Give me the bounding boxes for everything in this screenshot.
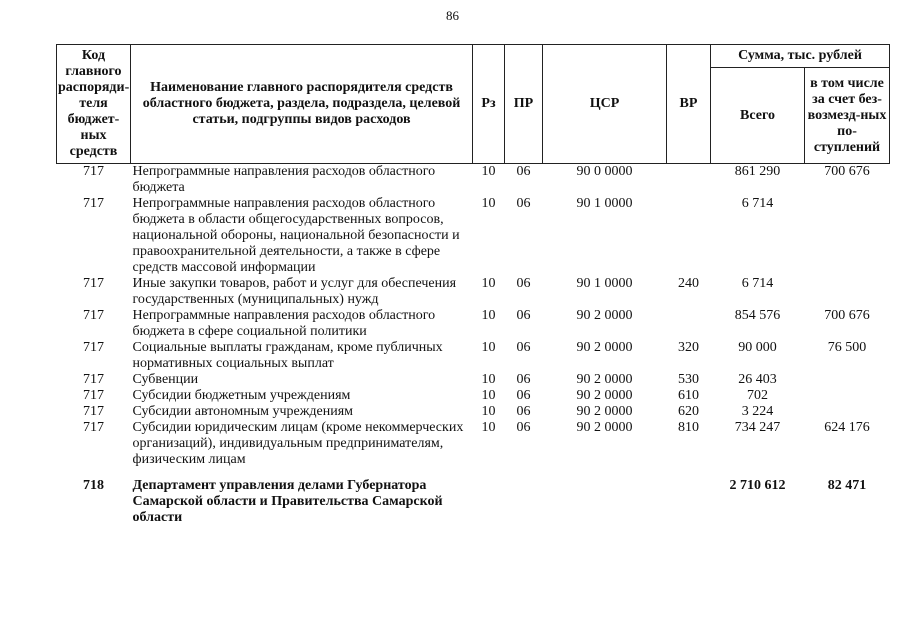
cell-rz	[473, 468, 505, 526]
header-pr: ПР	[505, 45, 543, 164]
table-row	[57, 404, 890, 420]
cell-rz: 10	[481, 404, 496, 419]
cell-vr	[667, 196, 711, 276]
header-grants: в том числе за счет без-возмезд-ных по-ступлений	[805, 68, 890, 164]
table-row	[57, 388, 890, 404]
cell-csr: 90 2 0000	[576, 372, 633, 387]
cell-code: 717	[83, 372, 104, 387]
cell-grants	[805, 388, 890, 404]
cell-grants	[805, 372, 890, 388]
cell-name: Субсидии бюджетным учреждениям	[132, 388, 351, 403]
cell-code: 717	[83, 340, 104, 355]
cell-csr: 90 2 0000	[576, 308, 633, 323]
cell-total: 2 710 612	[729, 478, 786, 493]
cell-csr: 90 2 0000	[576, 404, 633, 419]
cell-rz: 10	[481, 340, 496, 355]
header-name: Наименование главного распорядителя средств областного бюджета, раздела, подраздела, целевой статьи, подгруппы видов расходов	[131, 45, 473, 164]
cell-grants: 700 676	[824, 164, 870, 179]
cell-pr: 06	[516, 276, 531, 291]
cell-csr: 90 0 0000	[576, 164, 633, 179]
cell-grants: 700 676	[824, 308, 870, 323]
cell-name: Непрограммные направления расходов областного бюджета в области общегосударственных вопросов, национальной обороны, национальной безопасности и правоохранительной деятельности, а также в сфере средств массовой информации	[132, 196, 460, 275]
cell-vr: 620	[678, 404, 699, 419]
cell-total: 3 224	[741, 404, 774, 419]
header-code: Код главного распоряди-теля бюджет-ных средств	[57, 45, 131, 164]
cell-total: 734 247	[734, 420, 781, 435]
budget-table	[56, 44, 890, 526]
cell-total: 90 000	[738, 340, 777, 355]
cell-total: 861 290	[734, 164, 781, 179]
cell-total: 6 714	[741, 196, 774, 211]
header-total: Всего	[711, 68, 805, 164]
cell-pr	[505, 468, 543, 526]
cell-pr: 06	[516, 420, 531, 435]
cell-vr: 240	[678, 276, 699, 291]
cell-csr: 90 1 0000	[576, 276, 633, 291]
cell-rz: 10	[481, 196, 496, 211]
table-row	[57, 164, 890, 197]
header-sum: Сумма, тыс. рублей	[711, 45, 890, 68]
table-row	[57, 372, 890, 388]
cell-name: Субвенции	[132, 372, 199, 387]
cell-rz: 10	[481, 372, 496, 387]
cell-total: 26 403	[738, 372, 777, 387]
cell-pr: 06	[516, 372, 531, 387]
table-row-department	[57, 468, 890, 526]
cell-rz: 10	[481, 308, 496, 323]
cell-pr: 06	[516, 388, 531, 403]
cell-vr	[667, 308, 711, 340]
cell-name: Субсидии автономным учреждениям	[132, 404, 354, 419]
cell-name: Социальные выплаты гражданам, кроме публичных нормативных социальных выплат	[132, 340, 443, 371]
cell-code: 717	[83, 276, 104, 291]
cell-rz: 10	[481, 388, 496, 403]
cell-csr	[543, 468, 667, 526]
header-rz: Рз	[473, 45, 505, 164]
cell-pr: 06	[516, 196, 531, 211]
cell-csr: 90 2 0000	[576, 420, 633, 435]
table-row	[57, 420, 890, 468]
cell-total: 854 576	[734, 308, 781, 323]
cell-code: 717	[83, 164, 104, 179]
table-row	[57, 308, 890, 340]
cell-code: 718	[83, 478, 104, 493]
cell-name: Субсидии юридическим лицам (кроме некоммерческих организаций), индивидуальным предпринимателям, физическим лицам	[132, 420, 464, 467]
cell-csr: 90 2 0000	[576, 340, 633, 355]
cell-vr	[667, 468, 711, 526]
cell-code: 717	[83, 388, 104, 403]
cell-name: Иные закупки товаров, работ и услуг для обеспечения государственных (муниципальных) нужд	[132, 276, 457, 307]
cell-csr: 90 1 0000	[576, 196, 633, 211]
cell-code: 717	[83, 420, 104, 435]
table-body	[57, 164, 890, 527]
cell-csr: 90 2 0000	[576, 388, 633, 403]
cell-name: Непрограммные направления расходов областного бюджета	[132, 164, 436, 195]
cell-vr: 810	[678, 420, 699, 435]
cell-code: 717	[83, 196, 104, 211]
cell-vr: 610	[678, 388, 699, 403]
cell-grants	[805, 404, 890, 420]
table-row	[57, 276, 890, 308]
table-row	[57, 196, 890, 276]
cell-pr: 06	[516, 404, 531, 419]
cell-rz: 10	[481, 164, 496, 179]
cell-grants: 624 176	[824, 420, 870, 435]
cell-name: Непрограммные направления расходов областного бюджета в сфере социальной политики	[132, 308, 436, 339]
cell-pr: 06	[516, 340, 531, 355]
cell-vr	[667, 164, 711, 197]
cell-grants	[805, 276, 890, 308]
cell-rz: 10	[481, 276, 496, 291]
cell-code: 717	[83, 404, 104, 419]
cell-vr: 530	[678, 372, 699, 387]
cell-code: 717	[83, 308, 104, 323]
cell-grants	[805, 196, 890, 276]
cell-rz: 10	[481, 420, 496, 435]
cell-pr: 06	[516, 164, 531, 179]
cell-pr: 06	[516, 308, 531, 323]
cell-grants: 82 471	[827, 478, 867, 493]
table-row	[57, 340, 890, 372]
cell-total: 6 714	[741, 276, 774, 291]
cell-name: Департамент управления делами Губернатора Самарской области и Правительства Самарской области	[132, 478, 443, 525]
header-vr: ВР	[667, 45, 711, 164]
page-number: 86	[446, 8, 459, 23]
cell-vr: 320	[678, 340, 699, 355]
header-csr: ЦСР	[543, 45, 667, 164]
table-header	[57, 45, 890, 164]
cell-grants: 76 500	[827, 340, 867, 355]
cell-total: 702	[747, 388, 768, 403]
